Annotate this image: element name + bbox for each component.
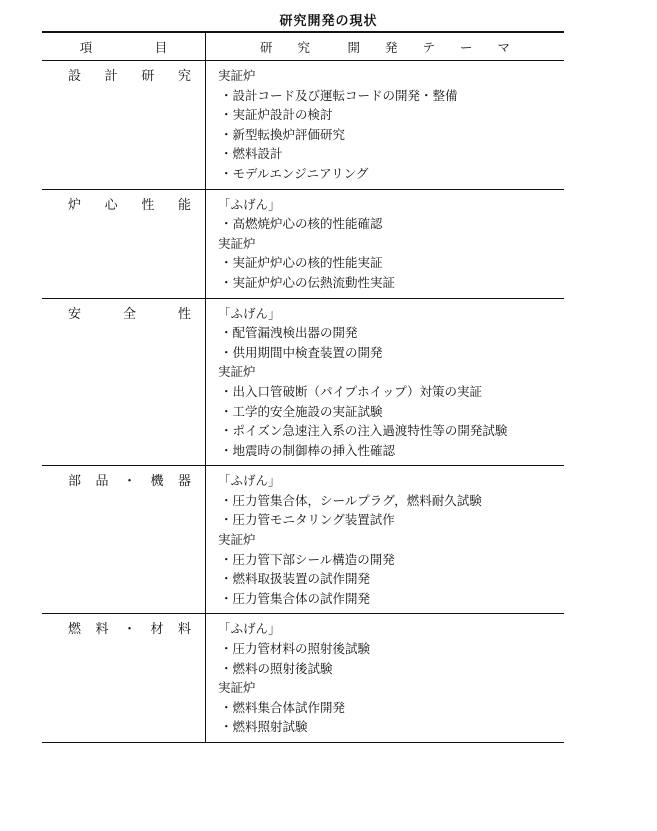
theme-group-heading: 実証炉 xyxy=(218,68,256,83)
category-cell xyxy=(42,466,206,613)
category-label: 設計研究 xyxy=(68,69,191,84)
theme-bullet-item: ・地震時の制御棒の挿入性確認 xyxy=(220,442,396,458)
theme-bullet-item: ・燃料取扱装置の試作開発 xyxy=(220,571,371,587)
theme-group-heading: 「ふげん」 xyxy=(218,473,281,489)
header-theme-label: 研 究 開 発 テ ー マ xyxy=(259,39,510,55)
category-cell xyxy=(42,614,206,742)
theme-cell xyxy=(206,614,564,742)
table-header-row xyxy=(42,31,564,61)
theme-bullet-item: ・圧力管集合体の試作開発 xyxy=(220,590,371,606)
theme-bullet-item: ・新型転換炉評価研究 xyxy=(220,126,346,142)
page-title: 研究開発の現状 xyxy=(279,14,378,29)
theme-bullet-item: ・工学的安全施設の実証試験 xyxy=(220,403,383,419)
theme-bullet-item: ・供用期間中検査装置の開発 xyxy=(220,344,383,360)
theme-bullet-item: ・高燃焼炉心の核的性能確認 xyxy=(220,216,383,232)
theme-bullet-item: ・配管漏洩検出器の開発 xyxy=(220,325,358,341)
category-cell xyxy=(42,299,206,466)
theme-group-heading: 実証炉 xyxy=(218,680,256,696)
theme-bullet-item: ・圧力管集合体，シールプラグ，燃料耐久試験 xyxy=(220,492,482,508)
research-status-table xyxy=(42,31,564,743)
theme-bullet-item: ・燃料集合体試作開発 xyxy=(220,699,346,715)
header-item-label: 項 目 xyxy=(79,39,168,55)
theme-bullet-item: ・圧力管下部シール構造の開発 xyxy=(220,551,395,567)
category-label: 安全性 xyxy=(68,306,191,322)
theme-bullet-item: ・圧力管モニタリング装置試作 xyxy=(220,512,395,528)
header-item-cell xyxy=(42,33,206,60)
category-cell xyxy=(42,61,206,189)
theme-bullet-item: ・圧力管材料の照射後試験 xyxy=(220,641,371,657)
theme-group-heading: 実証炉 xyxy=(218,532,256,548)
theme-bullet-item: ・ポイズン急速注入系の注入過渡特性等の開発試験 xyxy=(220,423,508,439)
theme-cell xyxy=(206,466,564,613)
theme-bullet-item: ・燃料の照射後試験 xyxy=(220,660,333,676)
theme-cell xyxy=(206,190,564,298)
theme-group-heading: 「ふげん」 xyxy=(218,196,281,212)
theme-bullet-item: ・実証炉設計の検討 xyxy=(220,107,333,123)
theme-bullet-item: ・モデルエンジニアリング xyxy=(220,165,369,181)
category-label: 燃料・材料 xyxy=(68,622,191,638)
table-row xyxy=(42,190,564,299)
theme-bullet-item: ・実証炉炉心の核的性能実証 xyxy=(220,255,383,271)
theme-group-heading: 「ふげん」 xyxy=(218,305,281,321)
table-row xyxy=(42,61,564,190)
theme-bullet-item: ・出入口管破断（パイプホイップ）対策の実証 xyxy=(220,383,483,399)
theme-bullet-item: ・実証炉炉心の伝熱流動性実証 xyxy=(220,274,396,290)
theme-cell xyxy=(206,299,564,466)
theme-bullet-item: ・設計コード及び運転コードの開発・整備 xyxy=(220,87,458,103)
table-row xyxy=(42,466,564,614)
theme-bullet-item: ・燃料設計 xyxy=(220,146,283,162)
table-body xyxy=(42,61,564,743)
theme-group-heading: 「ふげん」 xyxy=(218,621,281,637)
theme-bullet-item: ・燃料照射試験 xyxy=(220,719,308,735)
table-row xyxy=(42,299,564,467)
category-label: 炉心性能 xyxy=(68,197,191,213)
theme-group-heading: 実証炉 xyxy=(218,364,256,380)
theme-cell xyxy=(206,61,564,189)
table-row xyxy=(42,614,564,743)
theme-group-heading: 実証炉 xyxy=(218,235,256,251)
category-label: 部品・機器 xyxy=(68,474,191,490)
category-cell xyxy=(42,190,206,298)
header-theme-cell xyxy=(206,33,564,60)
